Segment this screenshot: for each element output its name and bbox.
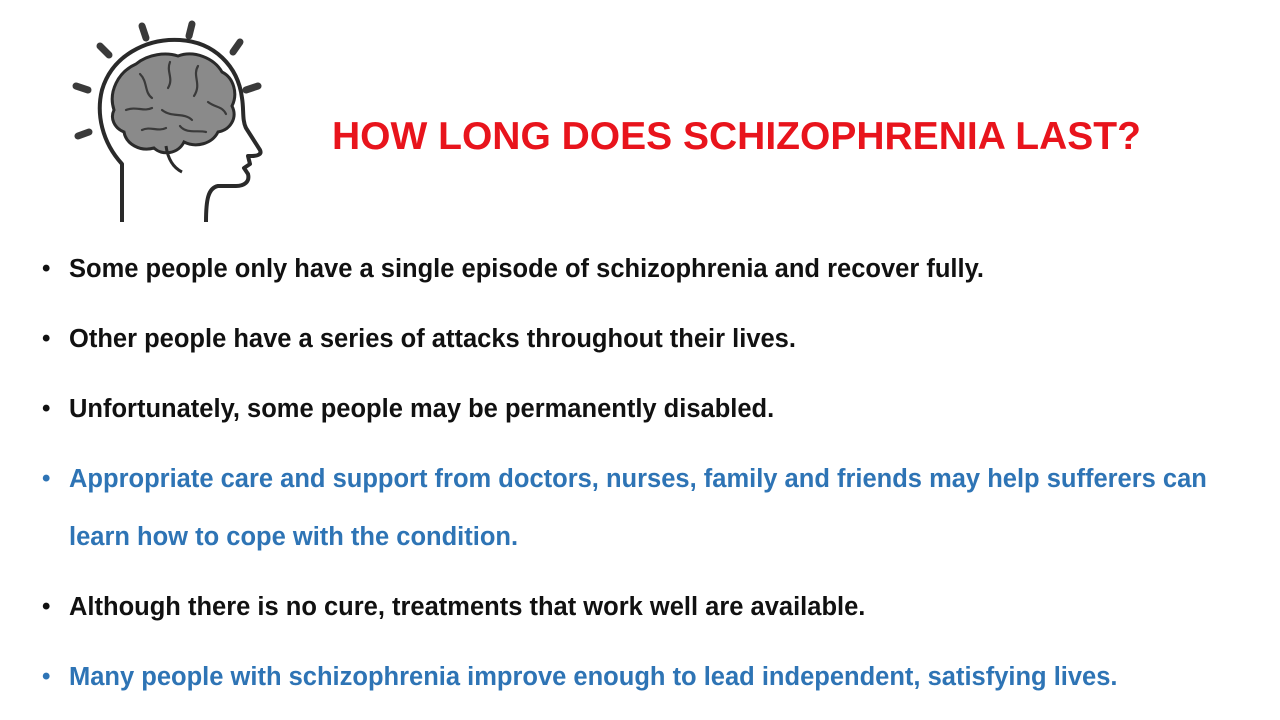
bullet-marker: •	[42, 663, 51, 690]
bullet-text: Unfortunately, some people may be permanently disabled.	[69, 395, 775, 423]
bullet-text: Appropriate care and support from doctors, nurses, family and friends may help sufferers can learn how to cope with the condition.	[69, 465, 1207, 551]
brain-head-icon	[62, 14, 282, 229]
bullet-marker: •	[42, 255, 51, 282]
bullet-item	[42, 310, 1262, 368]
bullet-item	[42, 450, 1262, 566]
bullet-text: Although there is no cure, treatments that work well are available.	[69, 593, 866, 621]
slide-title: HOW LONG DOES SCHIZOPHRENIA LAST?	[332, 115, 1141, 158]
bullet-list	[42, 240, 1262, 718]
bullet-text: Many people with schizophrenia improve enough to lead independent, satisfying lives.	[69, 663, 1118, 691]
bullet-item	[42, 578, 1262, 636]
bullet-item	[42, 380, 1262, 438]
bullet-text: Other people have a series of attacks throughout their lives.	[69, 325, 796, 353]
bullet-marker: •	[42, 593, 51, 620]
bullet-item	[42, 648, 1262, 706]
bullet-text: Some people only have a single episode of schizophrenia and recover fully.	[69, 255, 984, 283]
bullet-item	[42, 240, 1262, 298]
bullet-marker: •	[42, 325, 51, 352]
bullet-marker: •	[42, 465, 51, 492]
bullet-marker: •	[42, 395, 51, 422]
